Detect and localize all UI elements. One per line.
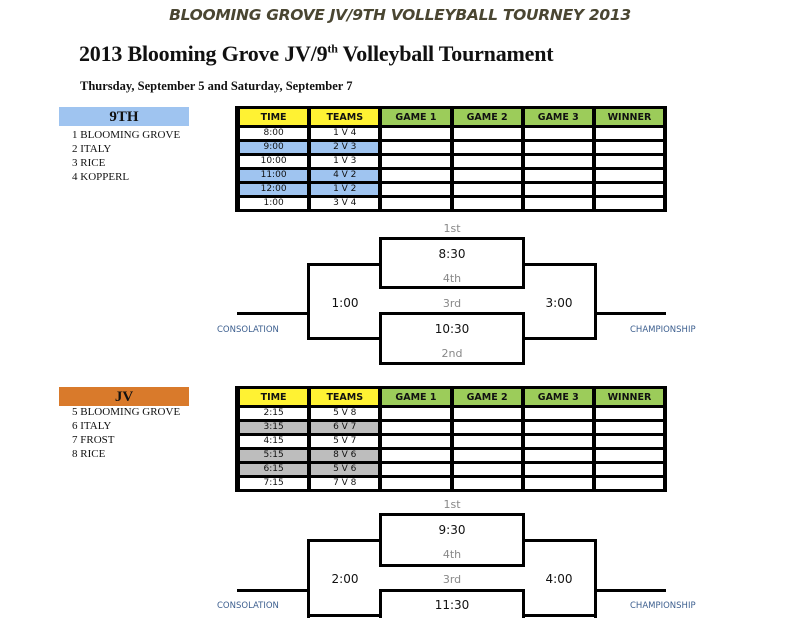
game2-cell[interactable] <box>454 184 521 195</box>
winner-cell[interactable] <box>596 156 663 167</box>
team-item: 5 BLOOMING GROVE <box>72 406 181 418</box>
winner-cell[interactable] <box>596 422 663 433</box>
game1-cell[interactable] <box>382 142 449 153</box>
game3-cell[interactable] <box>525 436 592 447</box>
time-cell: 11:00 <box>240 170 307 181</box>
column-header-game2: GAME 2 <box>454 389 521 405</box>
seed-label: 3rd <box>442 297 462 310</box>
game2-cell[interactable] <box>454 128 521 139</box>
game2-cell[interactable] <box>454 450 521 461</box>
bracket-line <box>594 539 597 618</box>
game3-cell[interactable] <box>525 170 592 181</box>
bracket-line <box>307 614 382 617</box>
championship-label: CHAMPIONSHIP <box>630 601 696 611</box>
teams-cell: 2 V 3 <box>311 142 378 153</box>
time-cell: 4:15 <box>240 436 307 447</box>
game1-cell[interactable] <box>382 436 449 447</box>
consolation-label: CONSOLATION <box>217 601 279 611</box>
time-cell: 9:00 <box>240 142 307 153</box>
team-item: 2 ITALY <box>72 143 112 155</box>
championship-time: 3:00 <box>545 296 573 310</box>
game2-cell[interactable] <box>454 464 521 475</box>
game2-cell[interactable] <box>454 156 521 167</box>
bracket-line <box>379 513 525 516</box>
bracket-line <box>307 263 382 266</box>
consolation-time: 2:00 <box>331 572 359 586</box>
bracket-line <box>522 614 597 617</box>
consolation-time: 1:00 <box>331 296 359 310</box>
table-row <box>235 142 667 153</box>
table-row <box>235 156 667 167</box>
seed-label: 4th <box>442 272 462 285</box>
time-cell: 7:15 <box>240 478 307 489</box>
winner-cell[interactable] <box>596 198 663 209</box>
team-item: 7 FROST <box>72 434 115 446</box>
winner-cell[interactable] <box>596 436 663 447</box>
winner-cell[interactable] <box>596 170 663 181</box>
bracket-line <box>522 263 597 266</box>
game2-cell[interactable] <box>454 422 521 433</box>
bracket-line <box>379 237 525 240</box>
column-header-teams: TEAMS <box>311 109 378 125</box>
game1-cell[interactable] <box>382 198 449 209</box>
jv-division-header: JV <box>59 387 189 406</box>
teams-cell: 6 V 7 <box>311 422 378 433</box>
time-cell: 3:15 <box>240 422 307 433</box>
bracket-line <box>307 539 382 542</box>
seed-label: 2nd <box>441 347 463 360</box>
bracket-line <box>522 539 597 542</box>
column-header-time: TIME <box>240 109 307 125</box>
winner-cell[interactable] <box>596 464 663 475</box>
game3-cell[interactable] <box>525 408 592 419</box>
game-time: 8:30 <box>438 247 466 261</box>
seed-label: 4th <box>442 548 462 561</box>
game2-cell[interactable] <box>454 142 521 153</box>
team-item: 6 ITALY <box>72 420 112 432</box>
table-row <box>235 408 667 419</box>
game3-cell[interactable] <box>525 464 592 475</box>
bracket-line <box>594 589 666 592</box>
teams-cell: 5 V 6 <box>311 464 378 475</box>
bracket-line <box>379 362 525 365</box>
table-header-row <box>235 109 667 125</box>
table-row <box>235 128 667 139</box>
game3-cell[interactable] <box>525 184 592 195</box>
column-header-winner: WINNER <box>596 109 663 125</box>
game-time: 9:30 <box>438 523 466 537</box>
time-cell: 5:15 <box>240 450 307 461</box>
winner-cell[interactable] <box>596 478 663 489</box>
seed-label: 3rd <box>442 573 462 586</box>
game1-cell[interactable] <box>382 422 449 433</box>
game3-cell[interactable] <box>525 450 592 461</box>
team-item: 1 BLOOMING GROVE <box>72 129 181 141</box>
ninth-schedule-table <box>235 106 667 212</box>
game3-cell[interactable] <box>525 478 592 489</box>
game1-cell[interactable] <box>382 478 449 489</box>
game3-cell[interactable] <box>525 422 592 433</box>
teams-cell: 5 V 7 <box>311 436 378 447</box>
seed-label: 1st <box>443 222 461 235</box>
time-cell: 1:00 <box>240 198 307 209</box>
game1-cell[interactable] <box>382 450 449 461</box>
championship-time: 4:00 <box>545 572 573 586</box>
game2-cell[interactable] <box>454 478 521 489</box>
bracket-line <box>379 312 525 315</box>
time-cell: 6:15 <box>240 464 307 475</box>
team-item: 4 KOPPERL <box>72 171 130 183</box>
game3-cell[interactable] <box>525 128 592 139</box>
game2-cell[interactable] <box>454 408 521 419</box>
teams-cell: 5 V 8 <box>311 408 378 419</box>
game1-cell[interactable] <box>382 464 449 475</box>
table-row <box>235 184 667 195</box>
heading-rest: Volleyball Tournament <box>337 41 554 66</box>
document-title: BLOOMING GROVE JV/9TH VOLLEYBALL TOURNEY 2013 <box>169 6 631 24</box>
table-row <box>235 436 667 447</box>
team-item: 8 RICE <box>72 448 106 460</box>
game1-cell[interactable] <box>382 170 449 181</box>
column-header-game1: GAME 1 <box>382 389 449 405</box>
time-cell: 8:00 <box>240 128 307 139</box>
table-row <box>235 464 667 475</box>
winner-cell[interactable] <box>596 128 663 139</box>
column-header-teams: TEAMS <box>311 389 378 405</box>
game1-cell[interactable] <box>382 408 449 419</box>
championship-label: CHAMPIONSHIP <box>630 325 696 335</box>
jv-schedule-table <box>235 386 667 492</box>
ninth-team-list <box>72 128 180 184</box>
table-row <box>235 198 667 209</box>
game2-cell[interactable] <box>454 436 521 447</box>
table-row <box>235 422 667 433</box>
game1-cell[interactable] <box>382 184 449 195</box>
column-header-game3: GAME 3 <box>525 389 592 405</box>
winner-cell[interactable] <box>596 450 663 461</box>
table-header-row <box>235 389 667 405</box>
teams-cell: 3 V 4 <box>311 198 378 209</box>
bracket-line <box>522 337 597 340</box>
page-heading <box>79 41 553 67</box>
game2-cell[interactable] <box>454 198 521 209</box>
game2-cell[interactable] <box>454 170 521 181</box>
game1-cell[interactable] <box>382 156 449 167</box>
teams-cell: 1 V 2 <box>311 184 378 195</box>
heading-superscript: th <box>327 41 338 56</box>
jv-team-list <box>72 405 180 461</box>
team-item: 3 RICE <box>72 157 106 169</box>
bracket-line <box>237 589 309 592</box>
column-header-game2: GAME 2 <box>454 109 521 125</box>
teams-cell: 4 V 2 <box>311 170 378 181</box>
time-cell: 10:00 <box>240 156 307 167</box>
game1-cell[interactable] <box>382 128 449 139</box>
table-row <box>235 450 667 461</box>
bracket-line <box>379 589 525 592</box>
ninth-division-header: 9TH <box>59 107 189 126</box>
bracket-line <box>594 263 597 340</box>
bracket-line <box>379 564 525 567</box>
bracket-line <box>307 337 382 340</box>
winner-cell[interactable] <box>596 408 663 419</box>
column-header-game1: GAME 1 <box>382 109 449 125</box>
time-cell: 2:15 <box>240 408 307 419</box>
teams-cell: 1 V 3 <box>311 156 378 167</box>
game-time: 11:30 <box>434 598 470 612</box>
column-header-game3: GAME 3 <box>525 109 592 125</box>
bracket-line <box>379 286 525 289</box>
bracket-line <box>594 312 666 315</box>
game3-cell[interactable] <box>525 142 592 153</box>
winner-cell[interactable] <box>596 184 663 195</box>
teams-cell: 8 V 6 <box>311 450 378 461</box>
teams-cell: 7 V 8 <box>311 478 378 489</box>
table-row <box>235 170 667 181</box>
column-header-winner: WINNER <box>596 389 663 405</box>
teams-cell: 1 V 4 <box>311 128 378 139</box>
game3-cell[interactable] <box>525 156 592 167</box>
event-dates: Thursday, September 5 and Saturday, September 7 <box>80 79 353 93</box>
bracket-line <box>237 312 309 315</box>
game3-cell[interactable] <box>525 198 592 209</box>
game-time: 10:30 <box>434 322 470 336</box>
seed-label: 1st <box>443 498 461 511</box>
table-row <box>235 478 667 489</box>
winner-cell[interactable] <box>596 142 663 153</box>
consolation-label: CONSOLATION <box>217 325 279 335</box>
time-cell: 12:00 <box>240 184 307 195</box>
column-header-time: TIME <box>240 389 307 405</box>
heading-main: 2013 Blooming Grove JV/9 <box>79 41 328 66</box>
